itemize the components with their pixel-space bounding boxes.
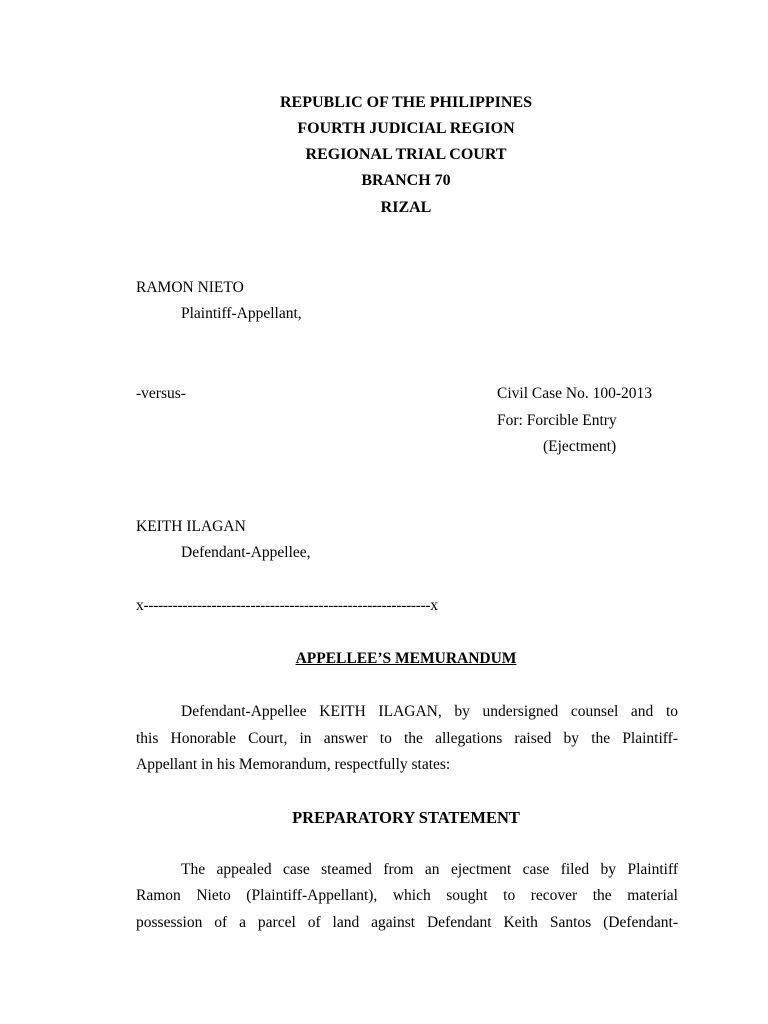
document-title: APPELLEE’S MEMURANDUM [295,650,517,667]
court-header-line: BRANCH 70 [361,172,451,189]
section-heading: PREPARATORY STATEMENT [292,808,520,827]
paragraph-line: Appellant in his Memorandum, respectfully states: [136,756,451,773]
paragraph-line: Defendant-Appellee KEITH ILAGAN, by undersigned counsel and to [181,703,678,720]
plaintiff-name: RAMON NIETO [136,279,244,296]
case-nature: For: Forcible Entry [497,412,617,429]
plaintiff-role: Plaintiff-Appellant, [181,305,302,322]
defendant-name: KEITH ILAGAN [136,518,246,535]
paragraph-line: The appealed case steamed from an ejectment case filed by Plaintiff [181,861,678,878]
case-type: (Ejectment) [543,438,617,455]
versus-label: -versus- [136,385,186,402]
caption-separator: x-----------------------------------------------------------x [136,597,438,614]
court-header-line: FOURTH JUDICIAL REGION [297,120,515,137]
case-number: Civil Case No. 100-2013 [497,385,652,402]
paragraph-line: Ramon Nieto (Plaintiff-Appellant), which sought to recover the material [136,887,678,904]
defendant-role: Defendant-Appellee, [181,544,311,561]
court-header-line: REGIONAL TRIAL COURT [305,146,507,163]
court-header-line: RIZAL [380,199,432,216]
court-header-line: REPUBLIC OF THE PHILIPPINES [279,94,533,111]
paragraph-line: possession of a parcel of land against Defendant Keith Santos (Defendant- [136,914,678,931]
paragraph-line: this Honorable Court, in answer to the allegations raised by the Plaintiff- [136,730,678,747]
